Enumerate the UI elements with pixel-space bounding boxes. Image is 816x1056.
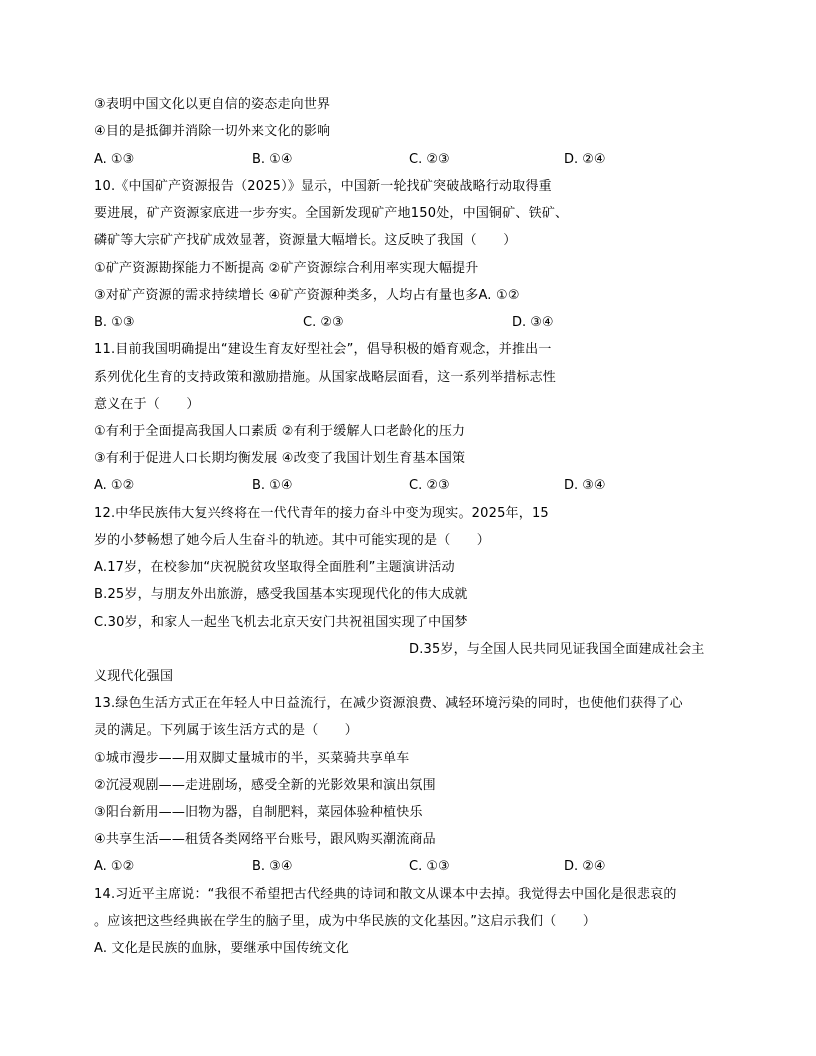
answer-option-d: D. ③④ <box>564 478 606 493</box>
answer-option-c: C. ①③ <box>409 859 450 874</box>
question-11-statements: ③有利于促进人口长期均衡发展 ④改变了我国计划生育基本国策 <box>94 451 466 466</box>
answer-option-c: C. ②③ <box>409 478 450 493</box>
answer-option-d: D. ②④ <box>564 152 606 167</box>
question-12-option-c: C.30岁，和家人一起坐飞机去北京天安门共祝祖国实现了中国梦 <box>94 615 468 630</box>
answer-option-a: A. ①② <box>94 859 135 874</box>
question-12-text: 岁的小梦畅想了她今后人生奋斗的轨迹。其中可能实现的是（ ） <box>94 533 491 548</box>
answer-option-b: B. ①③ <box>94 315 135 330</box>
question-10-statements: ③对矿产资源的需求持续增长 ④矿产资源种类多，人均占有量也多A. ①② <box>94 288 520 303</box>
answer-option-d: D. ②④ <box>564 859 606 874</box>
option-statement-4: ④目的是抵御并消除一切外来文化的影响 <box>94 124 331 139</box>
question-10-text: 10.《中国矿产资源报告（2025）》显示，中国新一轮找矿突破战略行动取得重 <box>94 179 552 194</box>
answer-option-a: A. ①② <box>94 478 135 493</box>
question-13-statements: ③阳台新用——旧物为器，自制肥料，菜园体验种植快乐 <box>94 805 423 820</box>
answer-option-c: C. ②③ <box>303 315 344 330</box>
question-11-statements: ①有利于全面提高我国人口素质 ②有利于缓解人口老龄化的压力 <box>94 424 466 439</box>
question-10-text: 要进展，矿产资源家底进一步夯实。全国新发现矿产地150处，中国铜矿、铁矿、 <box>94 206 569 221</box>
question-13-statements: ④共享生活——租赁各类网络平台账号，跟风购买潮流商品 <box>94 832 436 847</box>
answer-option-d: D. ③④ <box>512 315 554 330</box>
question-14-text: 14.习近平主席说：“我很不希望把古代经典的诗词和散文从课本中去掉。我觉得去中国化是很悲哀的 <box>94 887 677 902</box>
question-11-text: 11.目前我国明确提出“建设生育友好型社会”，倡导积极的婚育观念，并推出一 <box>94 342 552 357</box>
question-10-text: 磷矿等大宗矿产找矿成效显著，资源量大幅增长。这反映了我国（ ） <box>94 233 517 248</box>
question-12-text: 12.中华民族伟大复兴终将在一代代青年的接力奋斗中变为现实。2025年，15 <box>94 506 549 521</box>
question-12-option-b: B.25岁，与朋友外出旅游，感受我国基本实现现代化的伟大成就 <box>94 587 468 602</box>
question-12-option-d: 义现代化强国 <box>94 669 174 684</box>
question-13-statements: ②沉浸观剧——走进剧场，感受全新的光影效果和演出氛围 <box>94 778 436 793</box>
question-10-statements: ①矿产资源勘探能力不断提高 ②矿产资源综合利用率实现大幅提升 <box>94 261 479 276</box>
answer-option-b: B. ①④ <box>252 152 293 167</box>
answer-option-a: A. ①③ <box>94 152 135 167</box>
question-13-statements: ①城市漫步——用双脚丈量城市的半，买菜骑共享单车 <box>94 751 410 766</box>
question-13-text: 灵的满足。下列属于该生活方式的是（ ） <box>94 723 359 738</box>
question-12-option-d: D.35岁，与全国人民共同见证我国全面建成社会主 <box>409 642 705 657</box>
question-12-option-a: A.17岁，在校参加“庆祝脱贫攻坚取得全面胜利”主题演讲活动 <box>94 560 455 575</box>
question-14-text: 。应该把这些经典嵌在学生的脑子里，成为中华民族的文化基因。”这启示我们（ ） <box>94 914 597 929</box>
question-11-text: 意义在于（ ） <box>94 397 200 412</box>
question-11-text: 系列优化生育的支持政策和激励措施。从国家战略层面看，这一系列举措标志性 <box>94 370 557 385</box>
question-13-text: 13.绿色生活方式正在年轻人中日益流行，在减少资源浪费、减轻环境污染的同时，也使他们获得了心 <box>94 696 683 711</box>
question-14-option-a: A. 文化是民族的血脉，要继承中国传统文化 <box>94 941 350 956</box>
answer-option-b: B. ③④ <box>252 859 293 874</box>
answer-option-b: B. ①④ <box>252 478 293 493</box>
option-statement-3: ③表明中国文化以更自信的姿态走向世界 <box>94 97 331 112</box>
answer-option-c: C. ②③ <box>409 152 450 167</box>
